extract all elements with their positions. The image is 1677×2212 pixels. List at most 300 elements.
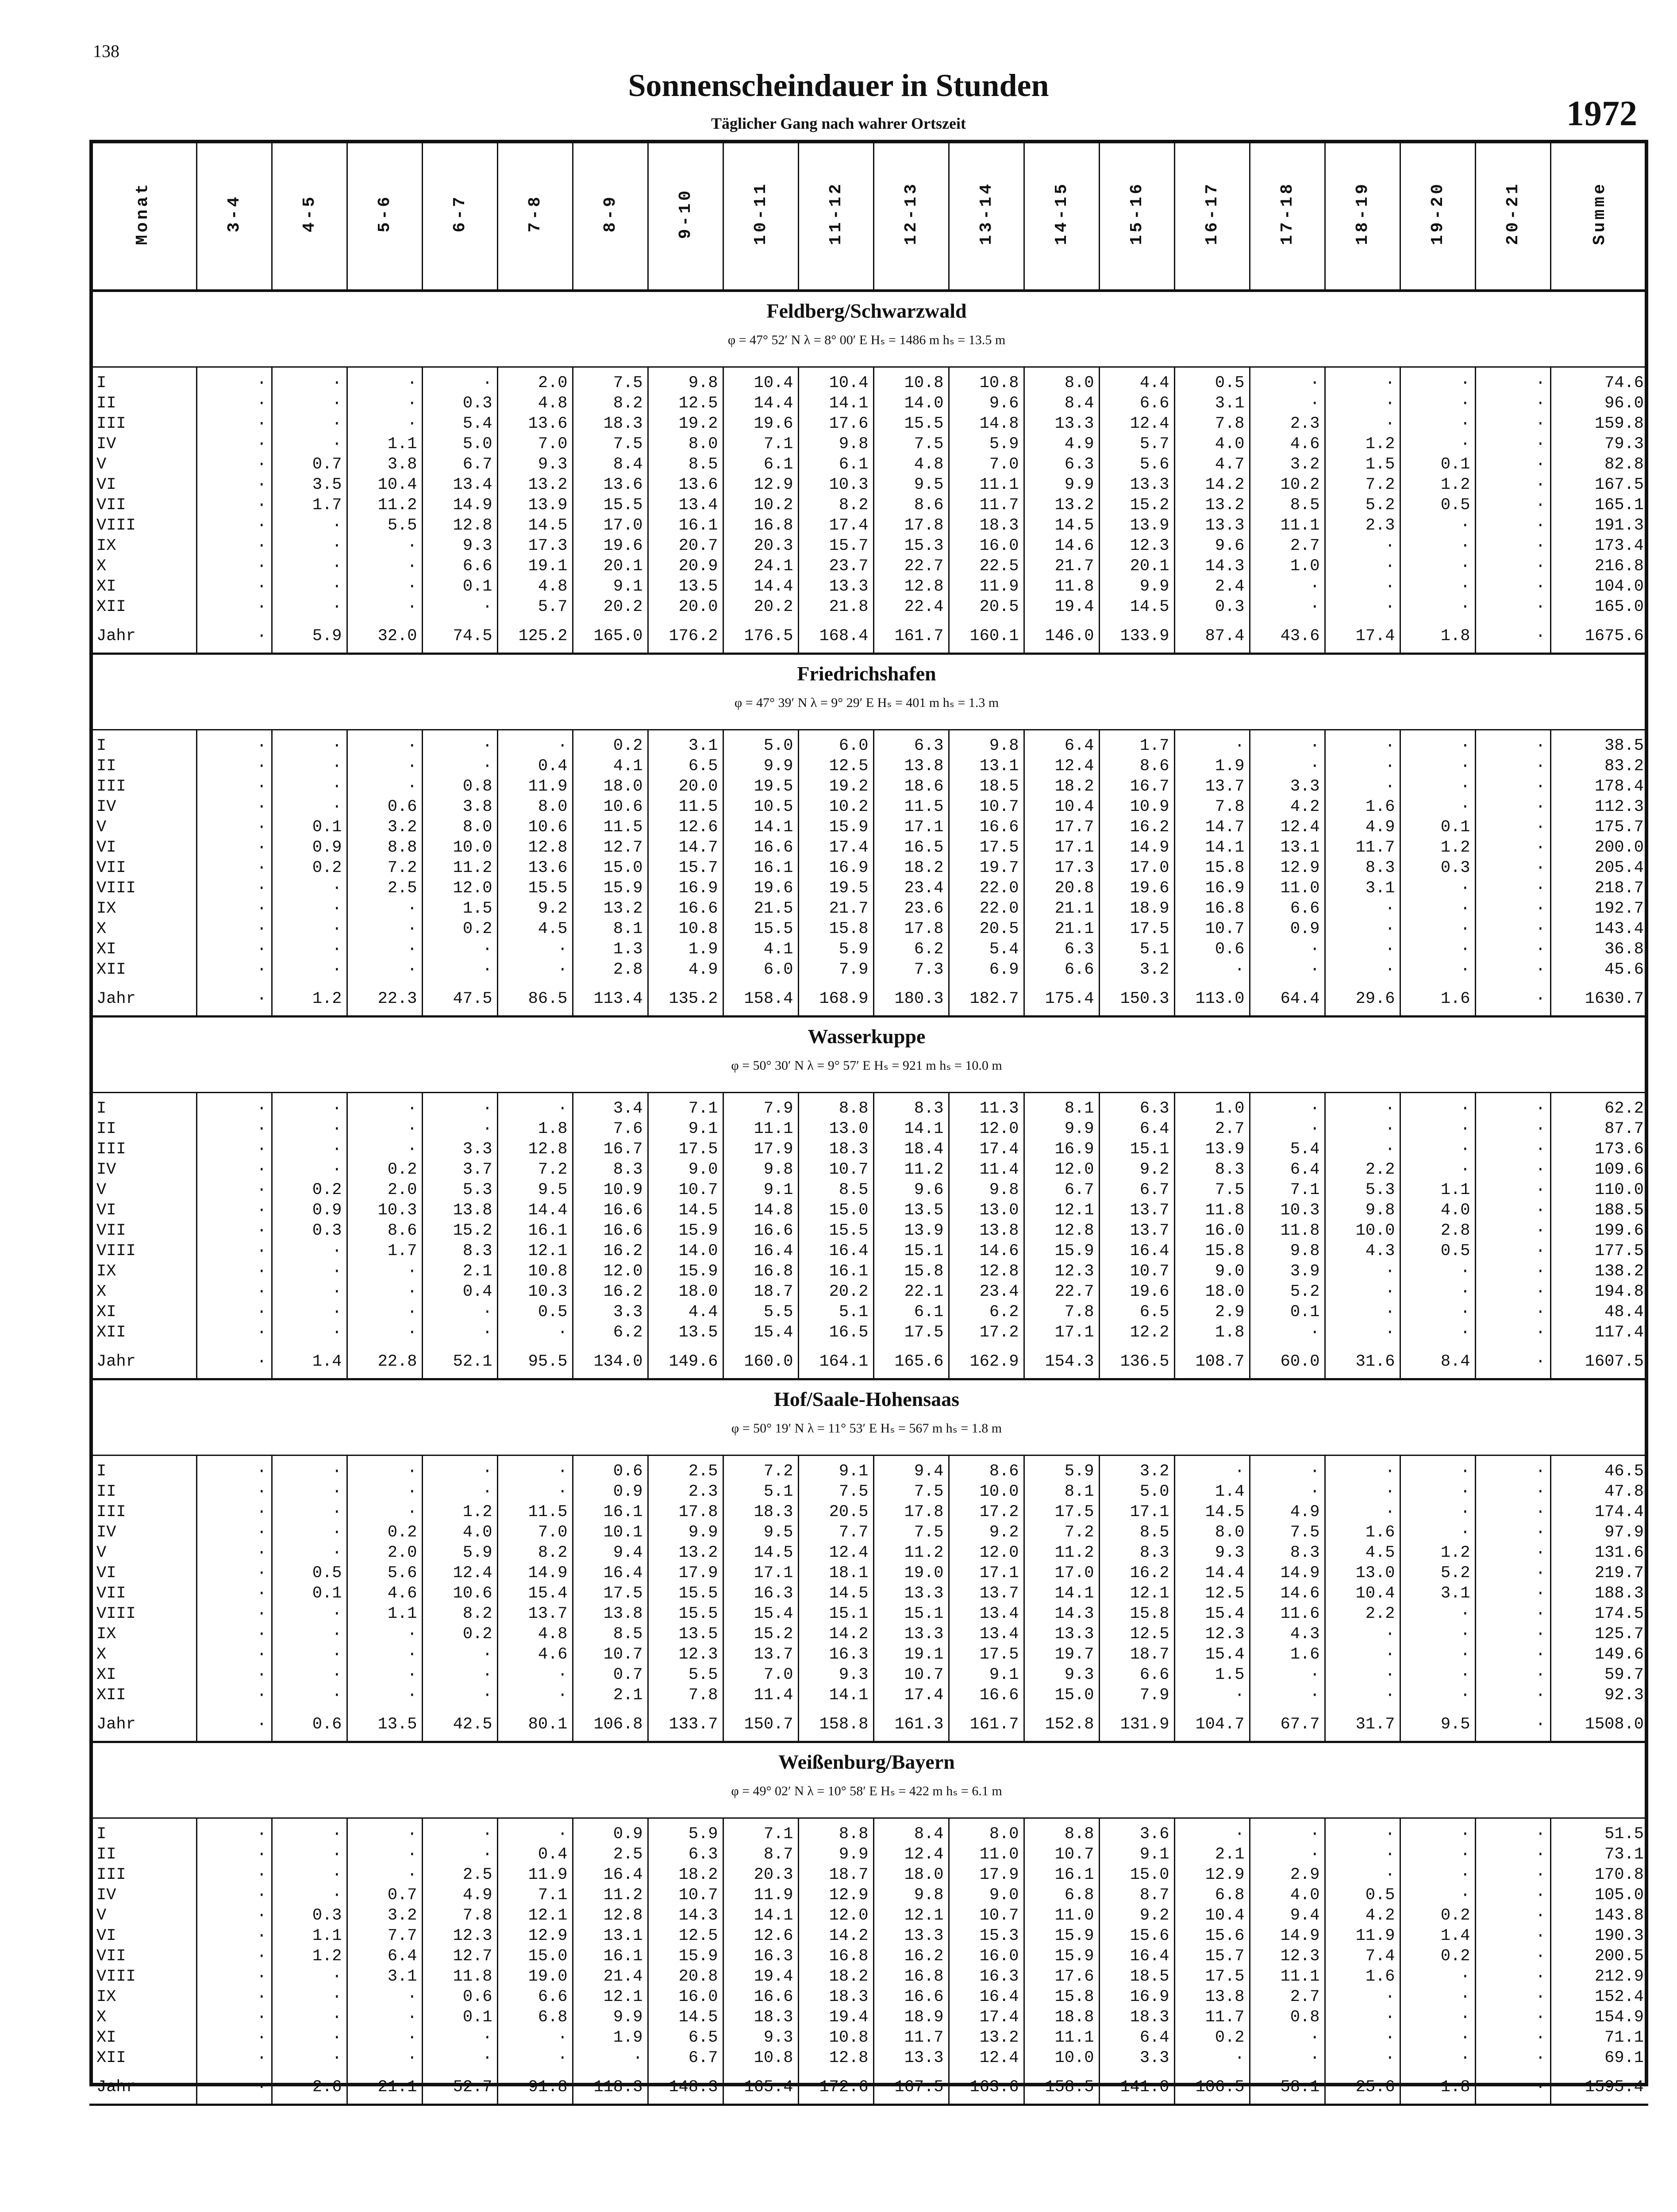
value-cell: 0.9 — [272, 1200, 347, 1221]
value-cell: 6.3 — [1099, 1093, 1174, 1119]
value-cell: 13.1 — [949, 756, 1024, 776]
value-cell: 0.2 — [422, 1624, 497, 1644]
month-cell: II — [89, 1119, 196, 1139]
value-cell: 11.1 — [1024, 2028, 1099, 2048]
value-cell: · — [196, 1093, 272, 1119]
value-cell: 6.6 — [1099, 393, 1174, 414]
value-cell: 12.4 — [949, 2048, 1024, 2068]
value-cell: 12.3 — [1024, 1261, 1099, 1282]
value-cell: 7.5 — [573, 367, 648, 394]
month-cell: IX — [89, 536, 196, 556]
value-cell: 1.7 — [272, 495, 347, 515]
value-cell: 8.0 — [422, 817, 497, 837]
value-cell: · — [272, 1455, 347, 1482]
value-cell: 6.7 — [422, 454, 497, 475]
value-cell: 15.0 — [798, 1200, 873, 1221]
value-cell: 152.8 — [1024, 1705, 1099, 1742]
value-cell: 14.9 — [1250, 1926, 1325, 1946]
value-cell: 0.1 — [1400, 817, 1475, 837]
value-cell: 19.0 — [873, 1563, 949, 1583]
value-cell: 1.8 — [1400, 2068, 1475, 2105]
value-cell: · — [272, 919, 347, 939]
value-cell: 10.7 — [1024, 1844, 1099, 1865]
value-cell: · — [1475, 1543, 1550, 1563]
value-cell: · — [196, 1624, 272, 1644]
sum-cell: 1630.7 — [1550, 980, 1648, 1017]
value-cell: 136.5 — [1099, 1343, 1174, 1379]
value-cell: 4.8 — [497, 1624, 573, 1644]
value-cell: · — [347, 1482, 422, 1502]
month-cell: III — [89, 776, 196, 797]
value-cell: 10.7 — [949, 797, 1024, 817]
value-cell: · — [1325, 1093, 1400, 1119]
value-cell: 14.4 — [1174, 1563, 1250, 1583]
value-cell: 17.1 — [1024, 837, 1099, 858]
value-cell: · — [1400, 1261, 1475, 1282]
value-cell: · — [497, 1093, 573, 1119]
value-cell: 10.8 — [949, 367, 1024, 394]
value-cell: 11.2 — [873, 1160, 949, 1180]
value-cell: 0.4 — [422, 1282, 497, 1302]
value-cell: 64.4 — [1250, 980, 1325, 1017]
value-cell: 14.5 — [723, 1543, 798, 1563]
value-cell: · — [347, 1844, 422, 1865]
value-cell: 165.0 — [573, 617, 648, 654]
value-cell: 168.9 — [798, 980, 873, 1017]
column-header-label: 14-15 — [1052, 181, 1071, 246]
value-cell: 7.0 — [497, 1522, 573, 1543]
value-cell: 7.1 — [497, 1885, 573, 1905]
value-cell: 9.3 — [497, 454, 573, 475]
value-cell: 10.8 — [497, 1261, 573, 1282]
value-cell: 113.0 — [1174, 980, 1250, 1017]
value-cell: 0.2 — [1174, 2028, 1250, 2048]
value-cell: · — [1325, 960, 1400, 980]
value-cell: 2.0 — [347, 1180, 422, 1200]
value-cell: 13.2 — [949, 2028, 1024, 2048]
value-cell: · — [1325, 597, 1400, 617]
value-cell: · — [1174, 1455, 1250, 1482]
value-cell: 7.2 — [1325, 475, 1400, 495]
table-row — [89, 817, 1648, 837]
value-cell: · — [196, 576, 272, 597]
value-cell: 5.4 — [422, 414, 497, 434]
value-cell: 13.7 — [723, 1644, 798, 1665]
value-cell: 167.5 — [873, 2068, 949, 2105]
value-cell: 11.1 — [1250, 1966, 1325, 1987]
value-cell: 22.7 — [873, 556, 949, 576]
value-cell: 10.4 — [347, 475, 422, 495]
value-cell: 12.8 — [497, 837, 573, 858]
value-cell: · — [272, 730, 347, 757]
value-cell: 3.6 — [1099, 1818, 1174, 1845]
value-cell: 8.1 — [1024, 1482, 1099, 1502]
value-cell: 0.6 — [422, 1987, 497, 2007]
value-cell: 2.2 — [1325, 1604, 1400, 1624]
value-cell: 20.0 — [648, 597, 723, 617]
value-cell: · — [272, 1139, 347, 1160]
value-cell: · — [1400, 414, 1475, 434]
value-cell: · — [1400, 597, 1475, 617]
value-cell: 91.8 — [497, 2068, 573, 2105]
value-cell: 11.1 — [723, 1119, 798, 1139]
month-cell: VII — [89, 1221, 196, 1241]
value-cell: 17.5 — [1024, 1502, 1099, 1522]
value-cell: 5.7 — [1099, 434, 1174, 454]
value-cell: 7.1 — [1250, 1180, 1325, 1200]
value-cell: · — [1400, 730, 1475, 757]
value-cell: 6.8 — [1174, 1885, 1250, 1905]
value-cell: · — [1475, 1261, 1550, 1282]
table-row — [89, 1685, 1648, 1705]
value-cell: 8.0 — [949, 1818, 1024, 1845]
value-cell: · — [347, 899, 422, 919]
value-cell: 10.4 — [798, 367, 873, 394]
value-cell: · — [1400, 1322, 1475, 1343]
value-cell: 16.1 — [723, 858, 798, 878]
value-cell: · — [1400, 1966, 1475, 1987]
value-cell: 18.4 — [873, 1139, 949, 1160]
value-cell: · — [1325, 1624, 1400, 1644]
value-cell: · — [272, 1241, 347, 1261]
value-cell: 0.5 — [272, 1563, 347, 1583]
table-row — [89, 776, 1648, 797]
value-cell: 3.8 — [347, 454, 422, 475]
value-cell: 12.5 — [1174, 1583, 1250, 1604]
value-cell: 5.5 — [648, 1665, 723, 1685]
value-cell: 14.5 — [1174, 1502, 1250, 1522]
value-cell: 12.4 — [1250, 817, 1325, 837]
value-cell: 16.4 — [723, 1241, 798, 1261]
value-cell: 15.8 — [798, 919, 873, 939]
value-cell: 22.4 — [873, 597, 949, 617]
value-cell: 15.9 — [1024, 1926, 1099, 1946]
value-cell: 0.9 — [272, 837, 347, 858]
value-cell: 1.1 — [272, 1926, 347, 1946]
value-cell: · — [1475, 1583, 1550, 1604]
value-cell: 15.4 — [723, 1322, 798, 1343]
value-cell: · — [1400, 1502, 1475, 1522]
month-cell: I — [89, 1455, 196, 1482]
value-cell: 1.2 — [1400, 837, 1475, 858]
table-row — [89, 434, 1648, 454]
value-cell: 22.3 — [347, 980, 422, 1017]
sunshine-table — [89, 140, 1648, 2106]
value-cell: 7.1 — [723, 434, 798, 454]
value-cell: 154.3 — [1024, 1343, 1099, 1379]
value-cell: 9.0 — [648, 1160, 723, 1180]
value-cell: 14.6 — [1250, 1583, 1325, 1604]
value-cell: 8.1 — [1024, 1093, 1099, 1119]
value-cell: 6.2 — [873, 939, 949, 960]
value-cell: 3.2 — [1099, 960, 1174, 980]
value-cell: 12.9 — [497, 1926, 573, 1946]
value-cell: 12.4 — [798, 1543, 873, 1563]
value-cell: · — [1475, 2007, 1550, 2028]
sum-cell: 152.4 — [1594, 1988, 1644, 2006]
value-cell: 1.8 — [1174, 1322, 1250, 1343]
value-cell: 8.4 — [1400, 1343, 1475, 1379]
value-cell: 2.9 — [1174, 1302, 1250, 1322]
value-cell: 7.1 — [723, 1818, 798, 1845]
value-cell: 11.8 — [1174, 1200, 1250, 1221]
value-cell: 13.4 — [949, 1604, 1024, 1624]
value-cell: 19.4 — [723, 1966, 798, 1987]
value-cell: 1.5 — [1325, 454, 1400, 475]
month-cell: IX — [89, 1624, 196, 1644]
value-cell: 7.2 — [1024, 1522, 1099, 1543]
value-cell: 15.5 — [798, 1221, 873, 1241]
value-cell: 20.2 — [798, 1282, 873, 1302]
value-cell: 9.3 — [1174, 1543, 1250, 1563]
value-cell: 10.3 — [497, 1282, 573, 1302]
sum-cell: 87.7 — [1604, 1120, 1644, 1138]
value-cell: 20.0 — [648, 776, 723, 797]
page-subtitle: Täglicher Gang nach wahrer Ortszeit — [711, 115, 966, 132]
value-cell: 165.6 — [873, 1343, 949, 1379]
value-cell: 2.7 — [1250, 536, 1325, 556]
value-cell: 3.1 — [1325, 878, 1400, 899]
value-cell: · — [272, 536, 347, 556]
value-cell: 10.7 — [1099, 1261, 1174, 1282]
value-cell: 13.8 — [573, 1604, 648, 1624]
value-cell: 17.7 — [1024, 817, 1099, 837]
value-cell: · — [1475, 899, 1550, 919]
value-cell: 11.9 — [497, 1865, 573, 1885]
value-cell: 135.2 — [648, 980, 723, 1017]
value-cell: 15.5 — [648, 1583, 723, 1604]
table-row — [89, 1160, 1648, 1180]
value-cell: 4.8 — [497, 576, 573, 597]
table-row — [89, 878, 1648, 899]
value-cell: 6.4 — [1099, 1119, 1174, 1139]
value-cell: 4.3 — [1250, 1624, 1325, 1644]
value-cell: · — [196, 730, 272, 757]
value-cell: 2.9 — [1250, 1865, 1325, 1885]
value-cell: 15.0 — [1099, 1865, 1174, 1885]
value-cell: 0.5 — [1400, 1241, 1475, 1261]
value-cell: 1.8 — [1400, 617, 1475, 654]
value-cell: 3.3 — [1250, 776, 1325, 797]
value-cell: 16.8 — [723, 515, 798, 536]
sum-cell: 200.5 — [1594, 1947, 1644, 1966]
value-cell: · — [1475, 2028, 1550, 2048]
value-cell: 6.7 — [648, 2048, 723, 2068]
value-cell: 1.1 — [347, 1604, 422, 1624]
value-cell: · — [1475, 960, 1550, 980]
annual-row — [89, 617, 1648, 654]
value-cell: 5.9 — [1024, 1455, 1099, 1482]
value-cell: 4.0 — [422, 1522, 497, 1543]
value-cell: 7.8 — [1174, 797, 1250, 817]
value-cell: 17.5 — [648, 1139, 723, 1160]
value-cell: 6.6 — [1250, 899, 1325, 919]
value-cell: 4.6 — [1250, 434, 1325, 454]
annual-row — [89, 1343, 1648, 1379]
value-cell: 0.2 — [573, 730, 648, 757]
value-cell: 9.8 — [1250, 1241, 1325, 1261]
value-cell: · — [196, 393, 272, 414]
value-cell: · — [1475, 1665, 1550, 1685]
value-cell: 8.0 — [1174, 1522, 1250, 1543]
value-cell: · — [1400, 536, 1475, 556]
value-cell: 108.7 — [1174, 1343, 1250, 1379]
value-cell: 4.4 — [648, 1302, 723, 1322]
value-cell: 0.9 — [573, 1482, 648, 1502]
value-cell: 5.4 — [949, 939, 1024, 960]
month-cell: VI — [89, 1926, 196, 1946]
value-cell: 9.8 — [1325, 1200, 1400, 1221]
annual-row — [89, 1705, 1648, 1742]
column-header — [798, 140, 873, 291]
value-cell: 6.6 — [1099, 1665, 1174, 1685]
value-cell: · — [1475, 367, 1550, 394]
value-cell: 13.4 — [648, 495, 723, 515]
value-cell: 2.1 — [422, 1261, 497, 1282]
value-cell: · — [1475, 776, 1550, 797]
value-cell: 1.6 — [1325, 797, 1400, 817]
value-cell: 11.9 — [1325, 1926, 1400, 1946]
value-cell: 14.5 — [497, 515, 573, 536]
value-cell: 13.8 — [1174, 1987, 1250, 2007]
value-cell: · — [196, 858, 272, 878]
value-cell: · — [1475, 1302, 1550, 1322]
value-cell: 2.8 — [1400, 1221, 1475, 1241]
station-header — [89, 1379, 1648, 1455]
value-cell: 23.6 — [873, 899, 949, 919]
value-cell: 17.2 — [949, 1502, 1024, 1522]
value-cell: 13.3 — [873, 1624, 949, 1644]
value-cell: 52.7 — [422, 2068, 497, 2105]
table-row — [89, 1885, 1648, 1905]
value-cell: 17.4 — [949, 2007, 1024, 2028]
value-cell: · — [422, 730, 497, 757]
value-cell: · — [272, 2007, 347, 2028]
sum-cell: 178.4 — [1594, 777, 1644, 796]
value-cell: · — [196, 1604, 272, 1624]
column-header — [1400, 140, 1475, 291]
value-cell: 13.8 — [949, 1221, 1024, 1241]
month-cell: I — [89, 1818, 196, 1845]
sum-cell: 165.0 — [1594, 598, 1644, 616]
value-cell: · — [1400, 1119, 1475, 1139]
value-cell: 5.1 — [1099, 939, 1174, 960]
value-cell: 17.1 — [873, 817, 949, 837]
value-cell: · — [422, 1322, 497, 1343]
month-cell: V — [89, 817, 196, 837]
value-cell: · — [1400, 1844, 1475, 1865]
value-cell: 12.5 — [648, 1926, 723, 1946]
sum-cell: 143.8 — [1594, 1906, 1644, 1925]
value-cell: 1.2 — [422, 1502, 497, 1522]
table-row — [89, 515, 1648, 536]
value-cell: 14.1 — [723, 1905, 798, 1926]
table-row — [89, 1946, 1648, 1966]
value-cell: 5.7 — [497, 597, 573, 617]
month-cell: I — [89, 1093, 196, 1119]
station-name: Wasserkuppe — [808, 1025, 926, 1048]
value-cell: 17.5 — [949, 837, 1024, 858]
value-cell: 7.4 — [1325, 1946, 1400, 1966]
value-cell: · — [1250, 2048, 1325, 2068]
month-cell: II — [89, 1482, 196, 1502]
value-cell: 11.1 — [1250, 515, 1325, 536]
value-cell: 18.3 — [573, 414, 648, 434]
value-cell: 13.5 — [648, 1322, 723, 1343]
value-cell: · — [1174, 1685, 1250, 1705]
value-cell: 18.2 — [1024, 776, 1099, 797]
value-cell: 13.9 — [1099, 515, 1174, 536]
value-cell: 164.1 — [798, 1343, 873, 1379]
value-cell: 14.5 — [1099, 597, 1174, 617]
value-cell: 13.3 — [873, 1583, 949, 1604]
value-cell: 1.0 — [1250, 556, 1325, 576]
value-cell: · — [347, 2007, 422, 2028]
value-cell: · — [497, 1455, 573, 1482]
station-header-cell — [89, 1379, 1648, 1455]
value-cell: · — [1400, 434, 1475, 454]
value-cell: · — [1475, 1644, 1550, 1665]
month-cell: IX — [89, 899, 196, 919]
value-cell: 13.0 — [798, 1119, 873, 1139]
value-cell: · — [1325, 576, 1400, 597]
station-name: Weißenburg/Bayern — [778, 1751, 955, 1773]
value-cell: 20.5 — [949, 597, 1024, 617]
value-cell: · — [1400, 1865, 1475, 1885]
value-cell: 20.3 — [723, 1865, 798, 1885]
value-cell: · — [347, 1302, 422, 1322]
sum-cell: 109.6 — [1594, 1160, 1644, 1179]
station-coordinates: φ = 49° 02′ N λ = 10° 58′ E Hₛ = 422 m hₛ = 6.1 m — [731, 1784, 1002, 1798]
value-cell: · — [272, 1665, 347, 1685]
value-cell: · — [1475, 1502, 1550, 1522]
month-cell: II — [89, 756, 196, 776]
value-cell: · — [1475, 1119, 1550, 1139]
value-cell: 3.2 — [347, 1905, 422, 1926]
month-cell: IV — [89, 1160, 196, 1180]
value-cell: · — [1250, 1119, 1325, 1139]
value-cell: 14.9 — [497, 1563, 573, 1583]
value-cell: 9.4 — [1250, 1905, 1325, 1926]
value-cell: 19.7 — [949, 858, 1024, 878]
value-cell: 15.5 — [873, 414, 949, 434]
value-cell: 2.1 — [1174, 1844, 1250, 1865]
value-cell: · — [1475, 1905, 1550, 1926]
value-cell: 16.4 — [573, 1563, 648, 1583]
value-cell: 9.3 — [723, 2028, 798, 2048]
value-cell: · — [1400, 776, 1475, 797]
station-header-cell — [89, 1742, 1648, 1818]
value-cell: 16.6 — [573, 1221, 648, 1241]
value-cell: 0.7 — [573, 1665, 648, 1685]
value-cell: 12.4 — [1099, 414, 1174, 434]
value-cell: 12.5 — [1099, 1624, 1174, 1644]
month-cell: X — [89, 1644, 196, 1665]
value-cell: 0.9 — [573, 1818, 648, 1845]
value-cell: · — [1475, 1241, 1550, 1261]
value-cell: 19.6 — [1099, 878, 1174, 899]
value-cell: 95.5 — [497, 1343, 573, 1379]
value-cell: 11.1 — [949, 475, 1024, 495]
value-cell: · — [1400, 797, 1475, 817]
sum-cell: 218.7 — [1594, 879, 1644, 898]
value-cell: · — [422, 1093, 497, 1119]
month-cell: XI — [89, 576, 196, 597]
value-cell: 4.0 — [1250, 1885, 1325, 1905]
column-header-label: 20-21 — [1503, 181, 1523, 246]
column-header — [347, 140, 422, 291]
value-cell: · — [196, 1583, 272, 1604]
